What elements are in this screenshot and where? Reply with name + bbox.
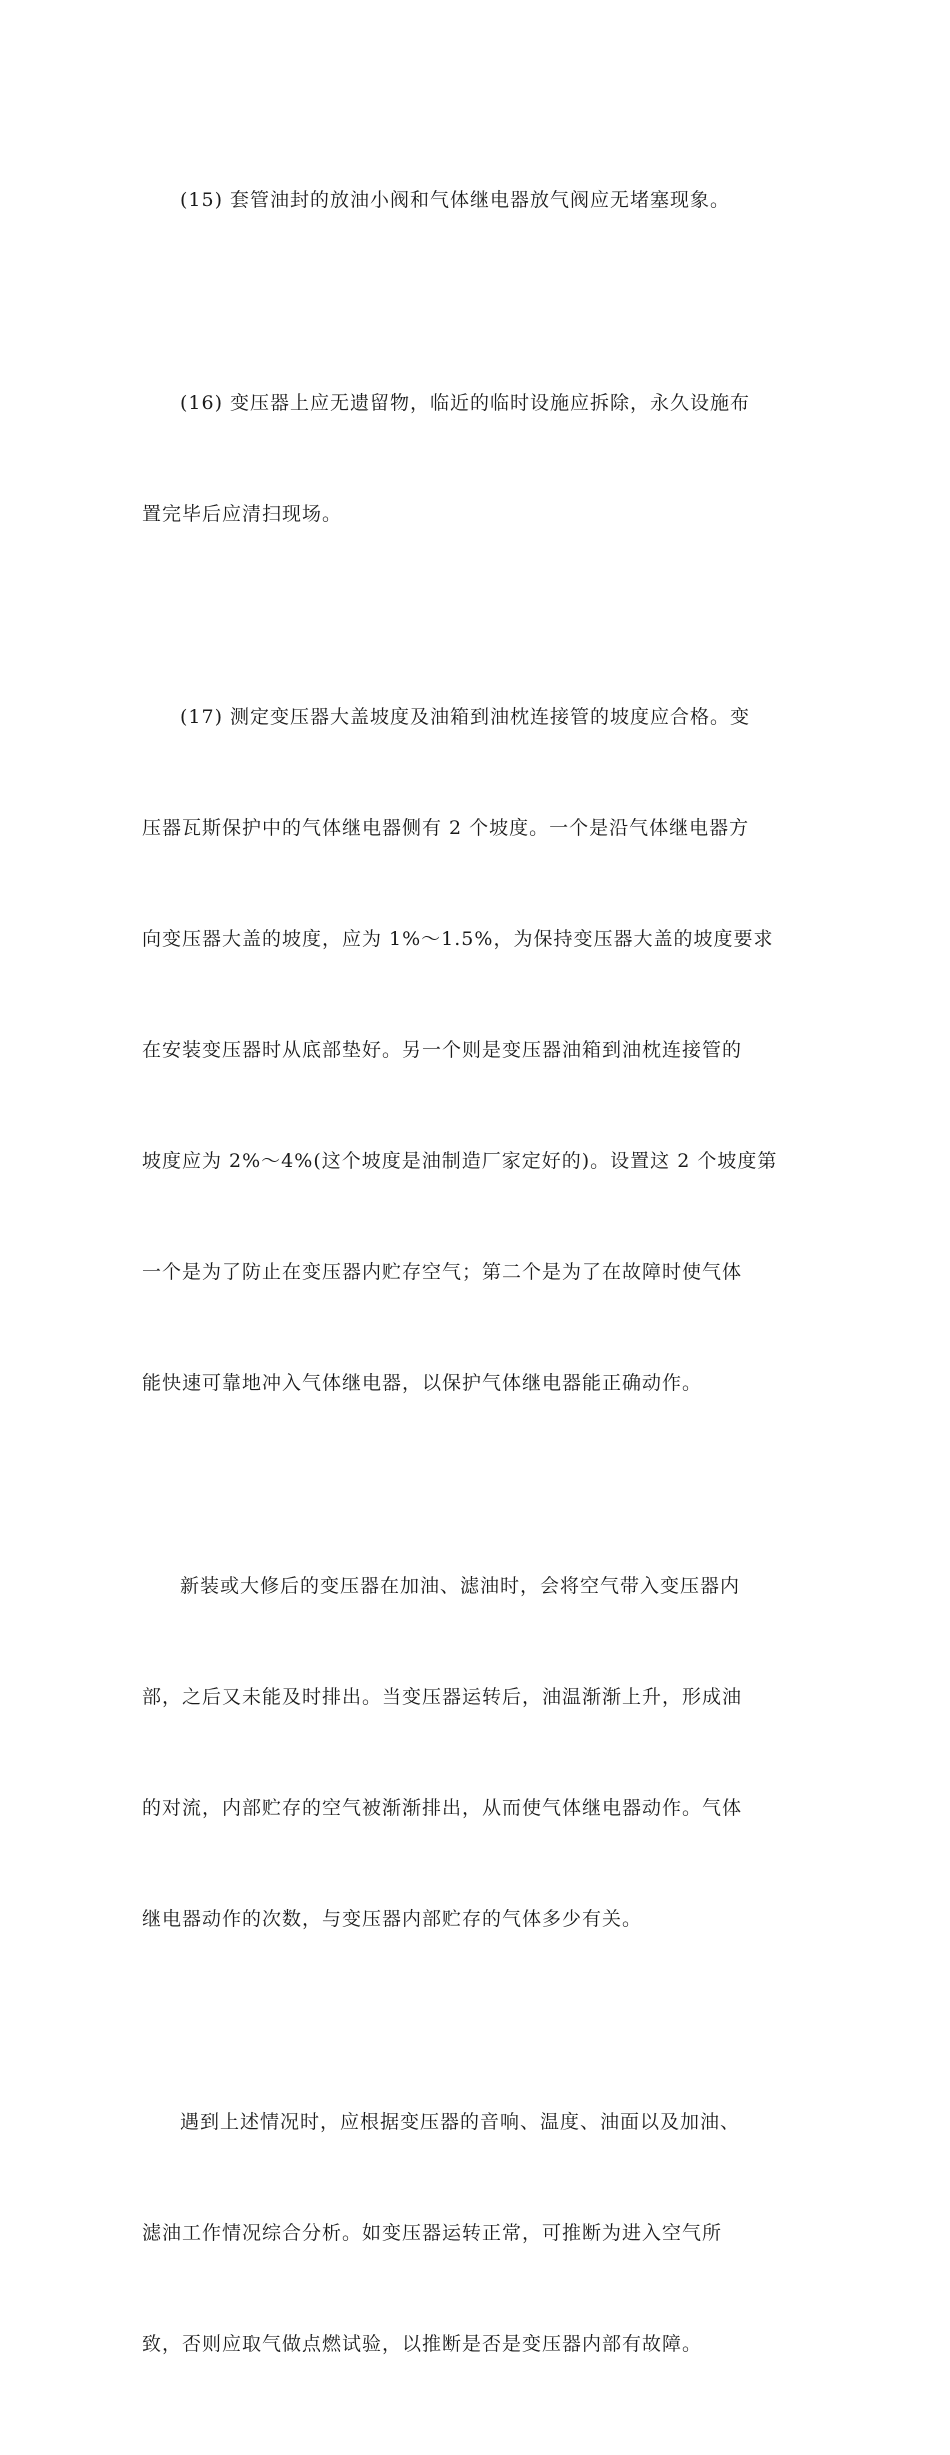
- text-line: 压器瓦斯保护中的气体继电器侧有 2 个坡度。一个是沿气体继电器方: [142, 817, 750, 839]
- text-line: 新装或大修后的变压器在加油、滤油时，会将空气带入变压器内: [180, 1575, 741, 1597]
- text-line: 部，之后又未能及时排出。当变压器运转后，油温渐渐上升，形成油: [142, 1686, 743, 1708]
- text-line: 能快速可靠地冲入气体继电器，以保护气体继电器能正确动作。: [142, 1372, 703, 1394]
- text-line: 遇到上述情况时，应根据变压器的音响、温度、油面以及加油、: [180, 2111, 741, 2133]
- text-line: 致，否则应取气做点燃试验，以推断是否是变压器内部有故障。: [142, 2333, 703, 2355]
- text-line: 向变压器大盖的坡度，应为 1%～1.5%，为保持变压器大盖的坡度要求: [142, 928, 774, 950]
- text-line: 在安装变压器时从底部垫好。另一个则是变压器油箱到油枕连接管的: [142, 1039, 743, 1061]
- paragraph-item-17: [142, 625, 810, 1476]
- text-line: 置完毕后应清扫现场。: [142, 503, 343, 525]
- text-line: 一个是为了防止在变压器内贮存空气；第二个是为了在故障时使气体: [142, 1261, 743, 1283]
- paragraph-new-install: [142, 1494, 810, 2012]
- text-line: (15) 套管油封的放油小阀和气体继电器放气阀应无堵塞现象。: [180, 189, 731, 211]
- paragraph-item-16: [142, 311, 810, 607]
- document-body: [142, 108, 810, 2455]
- paragraph-analysis: [142, 2030, 810, 2437]
- text-line: 坡度应为 2%～4%(这个坡度是油制造厂家定好的)。设置这 2 个坡度第: [142, 1150, 778, 1172]
- text-line: 继电器动作的次数，与变压器内部贮存的气体多少有关。: [142, 1908, 643, 1930]
- text-line: (17) 测定变压器大盖坡度及油箱到油枕连接管的坡度应合格。变: [180, 706, 751, 728]
- text-line: (16) 变压器上应无遗留物，临近的临时设施应拆除，永久设施布: [180, 392, 751, 414]
- paragraph-item-15: [142, 108, 810, 293]
- text-line: 滤油工作情况综合分析。如变压器运转正常，可推断为进入空气所: [142, 2222, 723, 2244]
- text-line: 的对流，内部贮存的空气被渐渐排出，从而使气体继电器动作。气体: [142, 1797, 743, 1819]
